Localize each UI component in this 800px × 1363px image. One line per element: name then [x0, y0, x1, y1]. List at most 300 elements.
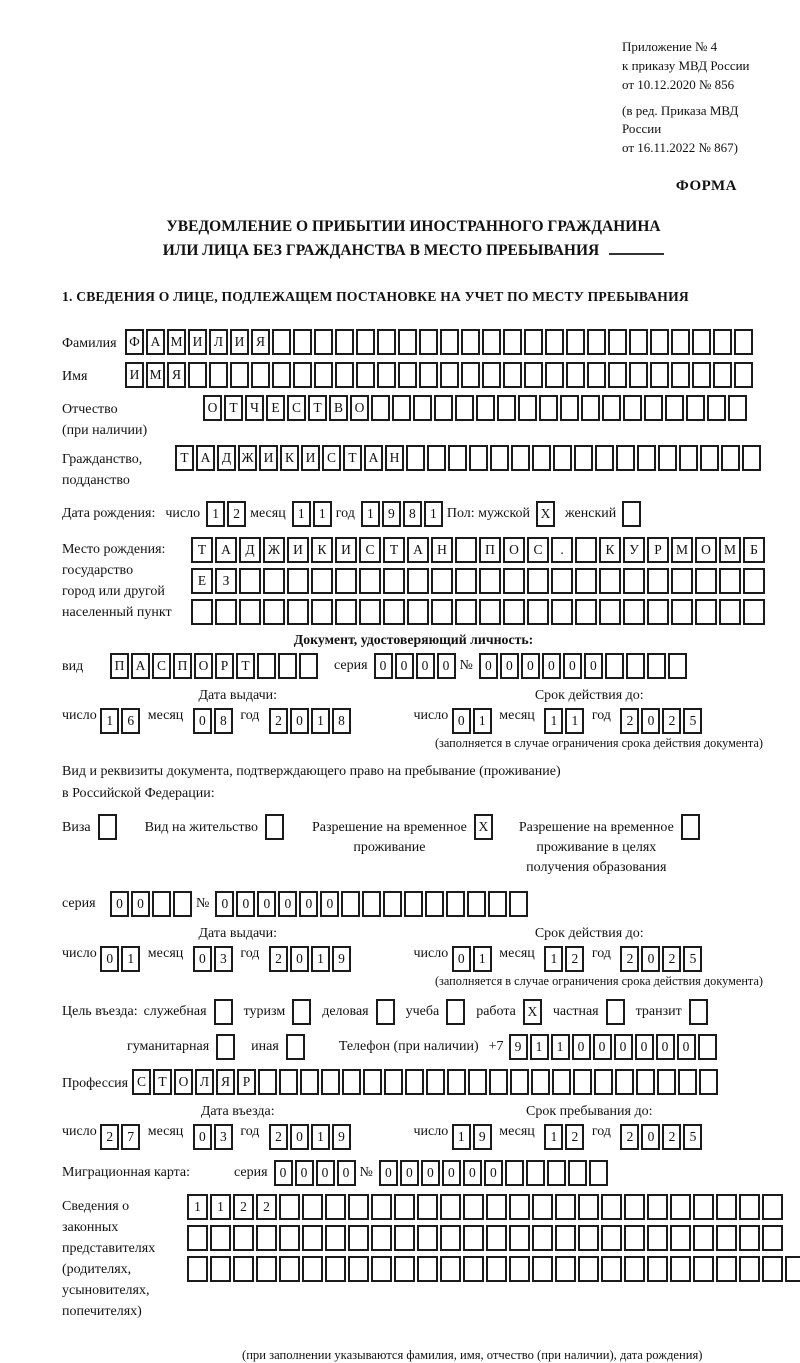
char-cell[interactable]: Б: [743, 537, 765, 563]
char-cell[interactable]: [394, 1256, 415, 1282]
char-cell[interactable]: Е: [191, 568, 213, 594]
char-cell[interactable]: [647, 1256, 668, 1282]
char-cell[interactable]: [626, 653, 645, 679]
char-cell[interactable]: [695, 599, 717, 625]
char-cell[interactable]: 0: [584, 653, 603, 679]
char-cell[interactable]: [629, 362, 648, 388]
char-cell[interactable]: [526, 1160, 545, 1186]
char-cell[interactable]: Я: [216, 1069, 235, 1095]
char-cell[interactable]: [405, 1069, 424, 1095]
char-cell[interactable]: [431, 599, 453, 625]
char-cell[interactable]: [503, 329, 522, 355]
char-cell[interactable]: 0: [542, 653, 561, 679]
char-cell[interactable]: [187, 1225, 208, 1251]
char-cell[interactable]: Д: [239, 537, 261, 563]
char-cell[interactable]: [434, 395, 453, 421]
char-cell[interactable]: [300, 1069, 319, 1095]
char-cell[interactable]: [302, 1194, 323, 1220]
char-cell[interactable]: 0: [274, 1160, 293, 1186]
char-cell[interactable]: 1: [473, 708, 492, 734]
char-cell[interactable]: 1: [311, 946, 330, 972]
char-cell[interactable]: [728, 395, 747, 421]
char-cell[interactable]: 0: [290, 708, 309, 734]
char-cell[interactable]: [314, 362, 333, 388]
char-cell[interactable]: [699, 1069, 718, 1095]
char-cell[interactable]: 1: [311, 708, 330, 734]
char-cell[interactable]: [311, 568, 333, 594]
char-cell[interactable]: Я: [167, 362, 186, 388]
char-cell[interactable]: [623, 568, 645, 594]
char-cell[interactable]: [629, 329, 648, 355]
char-cell[interactable]: [359, 568, 381, 594]
char-cell[interactable]: [407, 599, 429, 625]
char-cell[interactable]: 1: [565, 708, 584, 734]
char-cell[interactable]: 0: [290, 946, 309, 972]
char-cell[interactable]: И: [301, 445, 320, 471]
char-cell[interactable]: [348, 1256, 369, 1282]
char-cell[interactable]: [468, 1069, 487, 1095]
char-cell[interactable]: К: [280, 445, 299, 471]
char-cell[interactable]: 0: [641, 708, 660, 734]
char-cell[interactable]: [524, 362, 543, 388]
char-cell[interactable]: [384, 1069, 403, 1095]
char-cell[interactable]: 0: [320, 891, 339, 917]
char-cell[interactable]: О: [503, 537, 525, 563]
char-cell[interactable]: 2: [269, 946, 288, 972]
char-cell[interactable]: [417, 1225, 438, 1251]
char-cell[interactable]: 0: [479, 653, 498, 679]
char-cell[interactable]: 0: [572, 1034, 591, 1060]
char-cell[interactable]: 2: [233, 1194, 254, 1220]
char-cell[interactable]: [547, 1160, 566, 1186]
char-cell[interactable]: 0: [395, 653, 414, 679]
char-cell[interactable]: 0: [500, 653, 519, 679]
char-cell[interactable]: [647, 599, 669, 625]
char-cell[interactable]: [476, 395, 495, 421]
char-cell[interactable]: О: [350, 395, 369, 421]
char-cell[interactable]: 0: [193, 708, 212, 734]
char-cell[interactable]: К: [599, 537, 621, 563]
char-cell[interactable]: [532, 1194, 553, 1220]
char-cell[interactable]: 0: [635, 1034, 654, 1060]
char-cell[interactable]: 9: [509, 1034, 528, 1060]
char-cell[interactable]: [371, 1256, 392, 1282]
char-cell[interactable]: [721, 445, 740, 471]
char-cell[interactable]: 0: [131, 891, 150, 917]
char-cell[interactable]: [574, 445, 593, 471]
char-cell[interactable]: 1: [473, 946, 492, 972]
char-cell[interactable]: 0: [316, 1160, 335, 1186]
char-cell[interactable]: [693, 1256, 714, 1282]
char-cell[interactable]: [251, 362, 270, 388]
char-cell[interactable]: 1: [311, 1124, 330, 1150]
char-cell[interactable]: [671, 599, 693, 625]
char-cell[interactable]: X: [536, 501, 555, 527]
char-cell[interactable]: [325, 1225, 346, 1251]
char-cell[interactable]: X: [474, 814, 493, 840]
char-cell[interactable]: Р: [237, 1069, 256, 1095]
char-cell[interactable]: [455, 395, 474, 421]
char-cell[interactable]: [606, 999, 625, 1025]
char-cell[interactable]: Н: [431, 537, 453, 563]
char-cell[interactable]: [647, 1225, 668, 1251]
char-cell[interactable]: [581, 395, 600, 421]
char-cell[interactable]: [272, 329, 291, 355]
char-cell[interactable]: 0: [484, 1160, 503, 1186]
char-cell[interactable]: [417, 1256, 438, 1282]
char-cell[interactable]: [497, 395, 516, 421]
char-cell[interactable]: [601, 1256, 622, 1282]
char-cell[interactable]: [623, 395, 642, 421]
char-cell[interactable]: [293, 362, 312, 388]
char-cell[interactable]: [578, 1194, 599, 1220]
char-cell[interactable]: X: [523, 999, 542, 1025]
char-cell[interactable]: Р: [215, 653, 234, 679]
char-cell[interactable]: И: [287, 537, 309, 563]
char-cell[interactable]: [335, 362, 354, 388]
char-cell[interactable]: Т: [236, 653, 255, 679]
char-cell[interactable]: [371, 395, 390, 421]
char-cell[interactable]: [532, 445, 551, 471]
char-cell[interactable]: 0: [641, 946, 660, 972]
char-cell[interactable]: [692, 329, 711, 355]
char-cell[interactable]: [263, 599, 285, 625]
char-cell[interactable]: [406, 445, 425, 471]
char-cell[interactable]: 0: [110, 891, 129, 917]
char-cell[interactable]: [531, 1069, 550, 1095]
char-cell[interactable]: [230, 362, 249, 388]
char-cell[interactable]: [608, 362, 627, 388]
char-cell[interactable]: Я: [251, 329, 270, 355]
char-cell[interactable]: [509, 1194, 530, 1220]
char-cell[interactable]: 0: [677, 1034, 696, 1060]
char-cell[interactable]: [348, 1194, 369, 1220]
char-cell[interactable]: Е: [266, 395, 285, 421]
char-cell[interactable]: 2: [662, 708, 681, 734]
char-cell[interactable]: [552, 1069, 571, 1095]
char-cell[interactable]: [239, 568, 261, 594]
char-cell[interactable]: 2: [620, 708, 639, 734]
char-cell[interactable]: [599, 568, 621, 594]
char-cell[interactable]: [509, 891, 528, 917]
char-cell[interactable]: [440, 329, 459, 355]
char-cell[interactable]: М: [719, 537, 741, 563]
char-cell[interactable]: [446, 999, 465, 1025]
char-cell[interactable]: 1: [361, 501, 380, 527]
char-cell[interactable]: [762, 1256, 783, 1282]
char-cell[interactable]: [427, 445, 446, 471]
char-cell[interactable]: И: [125, 362, 144, 388]
char-cell[interactable]: [279, 1225, 300, 1251]
char-cell[interactable]: [650, 362, 669, 388]
char-cell[interactable]: [509, 1225, 530, 1251]
char-cell[interactable]: [314, 329, 333, 355]
char-cell[interactable]: 2: [620, 1124, 639, 1150]
char-cell[interactable]: [707, 395, 726, 421]
char-cell[interactable]: [293, 329, 312, 355]
char-cell[interactable]: [419, 362, 438, 388]
char-cell[interactable]: [447, 1069, 466, 1095]
char-cell[interactable]: [670, 1225, 691, 1251]
char-cell[interactable]: [647, 1194, 668, 1220]
char-cell[interactable]: [719, 568, 741, 594]
char-cell[interactable]: [488, 891, 507, 917]
char-cell[interactable]: [448, 445, 467, 471]
char-cell[interactable]: [505, 1160, 524, 1186]
char-cell[interactable]: [670, 1256, 691, 1282]
char-cell[interactable]: [446, 891, 465, 917]
char-cell[interactable]: 2: [565, 1124, 584, 1150]
char-cell[interactable]: [762, 1194, 783, 1220]
char-cell[interactable]: Ж: [263, 537, 285, 563]
char-cell[interactable]: [461, 329, 480, 355]
char-cell[interactable]: [187, 1256, 208, 1282]
char-cell[interactable]: [287, 599, 309, 625]
char-cell[interactable]: [734, 329, 753, 355]
char-cell[interactable]: [601, 1225, 622, 1251]
char-cell[interactable]: [363, 1069, 382, 1095]
char-cell[interactable]: [742, 445, 761, 471]
char-cell[interactable]: [335, 329, 354, 355]
char-cell[interactable]: [647, 568, 669, 594]
char-cell[interactable]: [555, 1194, 576, 1220]
char-cell[interactable]: 0: [215, 891, 234, 917]
char-cell[interactable]: [695, 568, 717, 594]
char-cell[interactable]: Д: [217, 445, 236, 471]
char-cell[interactable]: [681, 814, 700, 840]
char-cell[interactable]: [716, 1256, 737, 1282]
char-cell[interactable]: 0: [563, 653, 582, 679]
char-cell[interactable]: [311, 599, 333, 625]
char-cell[interactable]: [601, 1194, 622, 1220]
char-cell[interactable]: .: [551, 537, 573, 563]
char-cell[interactable]: [299, 653, 318, 679]
char-cell[interactable]: 2: [227, 501, 246, 527]
char-cell[interactable]: [668, 653, 687, 679]
char-cell[interactable]: О: [194, 653, 213, 679]
char-cell[interactable]: [286, 1034, 305, 1060]
char-cell[interactable]: А: [364, 445, 383, 471]
char-cell[interactable]: З: [215, 568, 237, 594]
char-cell[interactable]: [743, 568, 765, 594]
char-cell[interactable]: 0: [421, 1160, 440, 1186]
char-cell[interactable]: [616, 445, 635, 471]
char-cell[interactable]: 1: [544, 708, 563, 734]
char-cell[interactable]: [335, 568, 357, 594]
char-cell[interactable]: [566, 362, 585, 388]
char-cell[interactable]: [359, 599, 381, 625]
char-cell[interactable]: [383, 568, 405, 594]
char-cell[interactable]: Р: [647, 537, 669, 563]
char-cell[interactable]: 9: [332, 1124, 351, 1150]
char-cell[interactable]: [692, 362, 711, 388]
char-cell[interactable]: 1: [544, 1124, 563, 1150]
char-cell[interactable]: А: [196, 445, 215, 471]
char-cell[interactable]: 0: [236, 891, 255, 917]
char-cell[interactable]: 0: [193, 1124, 212, 1150]
char-cell[interactable]: У: [623, 537, 645, 563]
char-cell[interactable]: 1: [206, 501, 225, 527]
char-cell[interactable]: [325, 1256, 346, 1282]
char-cell[interactable]: 0: [442, 1160, 461, 1186]
char-cell[interactable]: 0: [257, 891, 276, 917]
char-cell[interactable]: [698, 1034, 717, 1060]
char-cell[interactable]: [455, 599, 477, 625]
char-cell[interactable]: [371, 1194, 392, 1220]
char-cell[interactable]: Н: [385, 445, 404, 471]
char-cell[interactable]: [509, 1256, 530, 1282]
char-cell[interactable]: 2: [620, 946, 639, 972]
char-cell[interactable]: [539, 395, 558, 421]
char-cell[interactable]: [287, 568, 309, 594]
char-cell[interactable]: 1: [187, 1194, 208, 1220]
char-cell[interactable]: [575, 599, 597, 625]
char-cell[interactable]: С: [359, 537, 381, 563]
char-cell[interactable]: 1: [544, 946, 563, 972]
char-cell[interactable]: [518, 395, 537, 421]
char-cell[interactable]: [463, 1225, 484, 1251]
char-cell[interactable]: 8: [332, 708, 351, 734]
char-cell[interactable]: 1: [100, 708, 119, 734]
char-cell[interactable]: [376, 999, 395, 1025]
char-cell[interactable]: Т: [153, 1069, 172, 1095]
char-cell[interactable]: [490, 445, 509, 471]
char-cell[interactable]: [575, 537, 597, 563]
char-cell[interactable]: [455, 537, 477, 563]
char-cell[interactable]: [486, 1225, 507, 1251]
char-cell[interactable]: [658, 445, 677, 471]
char-cell[interactable]: [743, 599, 765, 625]
char-cell[interactable]: [524, 329, 543, 355]
char-cell[interactable]: [624, 1256, 645, 1282]
char-cell[interactable]: Т: [308, 395, 327, 421]
char-cell[interactable]: [739, 1225, 760, 1251]
char-cell[interactable]: [398, 329, 417, 355]
char-cell[interactable]: [431, 568, 453, 594]
char-cell[interactable]: А: [131, 653, 150, 679]
char-cell[interactable]: [272, 362, 291, 388]
char-cell[interactable]: [713, 329, 732, 355]
char-cell[interactable]: [545, 362, 564, 388]
char-cell[interactable]: [214, 999, 233, 1025]
char-cell[interactable]: [371, 1225, 392, 1251]
char-cell[interactable]: 3: [214, 946, 233, 972]
char-cell[interactable]: [440, 1194, 461, 1220]
char-cell[interactable]: 2: [269, 708, 288, 734]
char-cell[interactable]: [278, 653, 297, 679]
char-cell[interactable]: Т: [383, 537, 405, 563]
char-cell[interactable]: [734, 362, 753, 388]
char-cell[interactable]: [608, 329, 627, 355]
char-cell[interactable]: [265, 814, 284, 840]
char-cell[interactable]: [215, 599, 237, 625]
char-cell[interactable]: [191, 599, 213, 625]
char-cell[interactable]: [623, 599, 645, 625]
char-cell[interactable]: [348, 1225, 369, 1251]
char-cell[interactable]: [647, 653, 666, 679]
char-cell[interactable]: [679, 445, 698, 471]
char-cell[interactable]: [342, 1069, 361, 1095]
char-cell[interactable]: [239, 599, 261, 625]
char-cell[interactable]: [650, 329, 669, 355]
char-cell[interactable]: [568, 1160, 587, 1186]
char-cell[interactable]: [383, 599, 405, 625]
char-cell[interactable]: [560, 395, 579, 421]
char-cell[interactable]: [686, 395, 705, 421]
char-cell[interactable]: [479, 568, 501, 594]
char-cell[interactable]: О: [174, 1069, 193, 1095]
char-cell[interactable]: О: [695, 537, 717, 563]
char-cell[interactable]: 0: [400, 1160, 419, 1186]
char-cell[interactable]: 0: [463, 1160, 482, 1186]
char-cell[interactable]: 0: [452, 946, 471, 972]
char-cell[interactable]: [377, 329, 396, 355]
char-cell[interactable]: С: [527, 537, 549, 563]
char-cell[interactable]: 9: [382, 501, 401, 527]
char-cell[interactable]: [566, 329, 585, 355]
char-cell[interactable]: 0: [374, 653, 393, 679]
char-cell[interactable]: К: [311, 537, 333, 563]
char-cell[interactable]: Ж: [238, 445, 257, 471]
char-cell[interactable]: Л: [209, 329, 228, 355]
char-cell[interactable]: 5: [683, 1124, 702, 1150]
char-cell[interactable]: 8: [214, 708, 233, 734]
char-cell[interactable]: [482, 362, 501, 388]
char-cell[interactable]: 1: [313, 501, 332, 527]
char-cell[interactable]: С: [152, 653, 171, 679]
char-cell[interactable]: 2: [662, 1124, 681, 1150]
char-cell[interactable]: [678, 1069, 697, 1095]
char-cell[interactable]: И: [188, 329, 207, 355]
char-cell[interactable]: 1: [292, 501, 311, 527]
char-cell[interactable]: [486, 1256, 507, 1282]
char-cell[interactable]: С: [132, 1069, 151, 1095]
char-cell[interactable]: [440, 362, 459, 388]
char-cell[interactable]: [440, 1225, 461, 1251]
char-cell[interactable]: [377, 362, 396, 388]
char-cell[interactable]: [279, 1194, 300, 1220]
char-cell[interactable]: [503, 362, 522, 388]
char-cell[interactable]: [413, 395, 432, 421]
char-cell[interactable]: [532, 1256, 553, 1282]
char-cell[interactable]: Ф: [125, 329, 144, 355]
char-cell[interactable]: И: [230, 329, 249, 355]
char-cell[interactable]: [599, 599, 621, 625]
char-cell[interactable]: [419, 329, 438, 355]
char-cell[interactable]: [233, 1256, 254, 1282]
char-cell[interactable]: [636, 1069, 655, 1095]
char-cell[interactable]: [551, 599, 573, 625]
char-cell[interactable]: [398, 362, 417, 388]
char-cell[interactable]: [279, 1069, 298, 1095]
char-cell[interactable]: 7: [121, 1124, 140, 1150]
char-cell[interactable]: [461, 362, 480, 388]
char-cell[interactable]: [335, 599, 357, 625]
char-cell[interactable]: М: [671, 537, 693, 563]
char-cell[interactable]: [321, 1069, 340, 1095]
char-cell[interactable]: 6: [121, 708, 140, 734]
char-cell[interactable]: [602, 395, 621, 421]
char-cell[interactable]: 2: [256, 1194, 277, 1220]
char-cell[interactable]: М: [167, 329, 186, 355]
char-cell[interactable]: Ч: [245, 395, 264, 421]
char-cell[interactable]: [467, 891, 486, 917]
char-cell[interactable]: 5: [683, 946, 702, 972]
char-cell[interactable]: [589, 1160, 608, 1186]
char-cell[interactable]: [671, 568, 693, 594]
char-cell[interactable]: М: [146, 362, 165, 388]
char-cell[interactable]: [637, 445, 656, 471]
